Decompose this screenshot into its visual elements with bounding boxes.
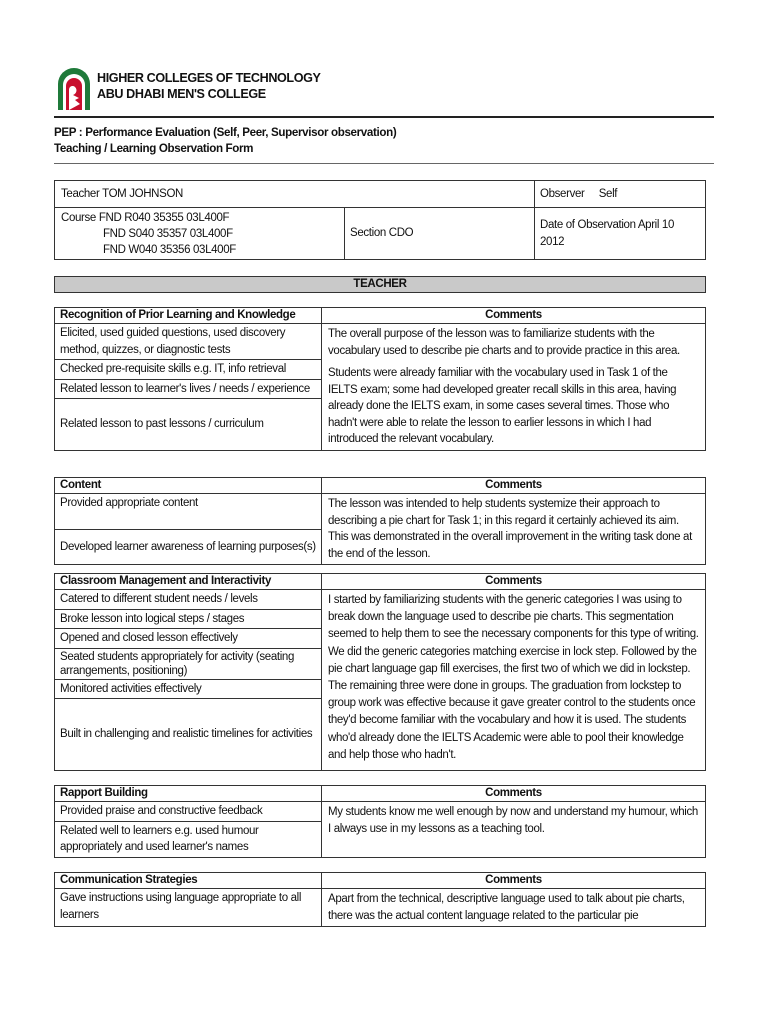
comment-paragraph: The overall purpose of the lesson was to familiarize students with the vocabulary used to describe pie charts and to provide practice in this area. [328,328,680,357]
criterion-item: Gave instructions using language appropriate to all learners [55,889,322,927]
section-title: Recognition of Prior Learning and Knowledge [55,308,322,324]
comments-header: Comments [322,574,706,590]
institution-name [97,70,321,102]
observation-info-table [54,180,706,260]
college-crest-logo [54,64,94,110]
observer-field [535,181,706,208]
criterion-item: Developed learner awareness of learning purposes(s) [55,529,322,565]
section-rapport-building [54,785,706,858]
section-comment [322,324,706,451]
criterion-item: Related lesson to past lessons / curriculum [55,399,322,451]
course-line: Course FND R040 35355 03L400F [61,211,230,224]
teacher-field: Teacher TOM JOHNSON [55,181,535,208]
section-comment: My students know me well enough by now and understand my humour, which I always use in my lessons as a teaching tool. [322,802,706,858]
comments-header: Comments [322,786,706,802]
comments-header: Comments [322,308,706,324]
comments-header: Comments [322,873,706,889]
criterion-item: Related well to learners e.g. used humour appropriately and used learner's names [55,821,322,857]
section-title: Communication Strategies [55,873,322,889]
observer-label: Observer [540,187,585,200]
header-divider [54,116,714,118]
section-classroom-management [54,573,706,771]
course-line: FND W040 35356 03L400F [103,243,236,256]
teacher-band: TEACHER [54,276,706,293]
criterion-item: Provided appropriate content [55,494,322,530]
section-content [54,477,706,565]
comment-paragraph: Students were already familiar with the vocabulary used in Task 1 of the IELTS exam; some had developed greater recall skills in this area, having already done the IELTS exam, in some cases several times. Those who hadn't were able to relate the lesson to earlier lessons in which I had introduced the relevant vocabulary. [328,367,677,445]
criterion-item: Broke lesson into logical steps / stages [55,609,322,629]
course-line: FND S040 35357 03L400F [103,227,233,240]
criterion-item: Checked pre-requisite skills e.g. IT, info retrieval [55,360,322,380]
observer-value: Self [598,187,618,200]
criterion-item: Monitored activities effectively [55,679,322,699]
section-title: Rapport Building [55,786,322,802]
institution-line-1: HIGHER COLLEGES OF TECHNOLOGY [97,71,321,85]
section-communication-strategies [54,872,706,927]
criterion-item: Seated students appropriately for activity (seating arrangements, positioning) [55,648,322,679]
criterion-item: Provided praise and constructive feedback [55,802,322,822]
criterion-item: Related lesson to learner's lives / needs / experience [55,379,322,399]
date-field: Date of Observation April 10 2012 [535,208,706,260]
comments-header: Comments [322,478,706,494]
course-field [55,208,345,260]
section-title: Content [55,478,322,494]
form-subtitle: Teaching / Learning Observation Form [54,142,254,155]
section-comment: Apart from the technical, descriptive language used to talk about pie charts, there was the actual content language related to the particular pie [322,889,706,927]
criterion-item: Opened and closed lesson effectively [55,629,322,649]
title-divider [54,163,714,164]
institution-line-2: ABU DHABI MEN'S COLLEGE [97,87,266,101]
criterion-item: Catered to different student needs / levels [55,590,322,610]
form-title: PEP : Performance Evaluation (Self, Peer, Supervisor observation) [54,126,397,139]
section-prior-learning [54,307,706,451]
section-comment: I started by familiarizing students with the generic categories I was using to break down the language used to describe pie charts. This segmentation seemed to help them to see the necessary components for this type of writing. We did the generic categories matching exercise in lock step. Followed by the pie chart language gap fill exercises, the first two of which we did in lockstep. The remaining three were done in groups. The graduation from lockstep to group work was effective because it gave greater control to the students once they'd become familiar with the vocabulary and how it is used. The students who'd already done the IELTS Academic were able to pool their knowledge and help those who hadn't. [322,590,706,771]
criterion-item: Elicited, used guided questions, used discovery method, quizzes, or diagnostic tests [55,324,322,360]
section-field: Section CDO [345,208,535,260]
form-titles [54,125,396,157]
section-comment: The lesson was intended to help students systemize their approach to describing a pie chart for Task 1; in this regard it certainly achieved its aim. This was demonstrated in the overall improvement in the writing task done at the end of the lesson. [322,494,706,565]
criterion-item: Built in challenging and realistic timelines for activities [55,699,322,771]
section-title: Classroom Management and Interactivity [55,574,322,590]
